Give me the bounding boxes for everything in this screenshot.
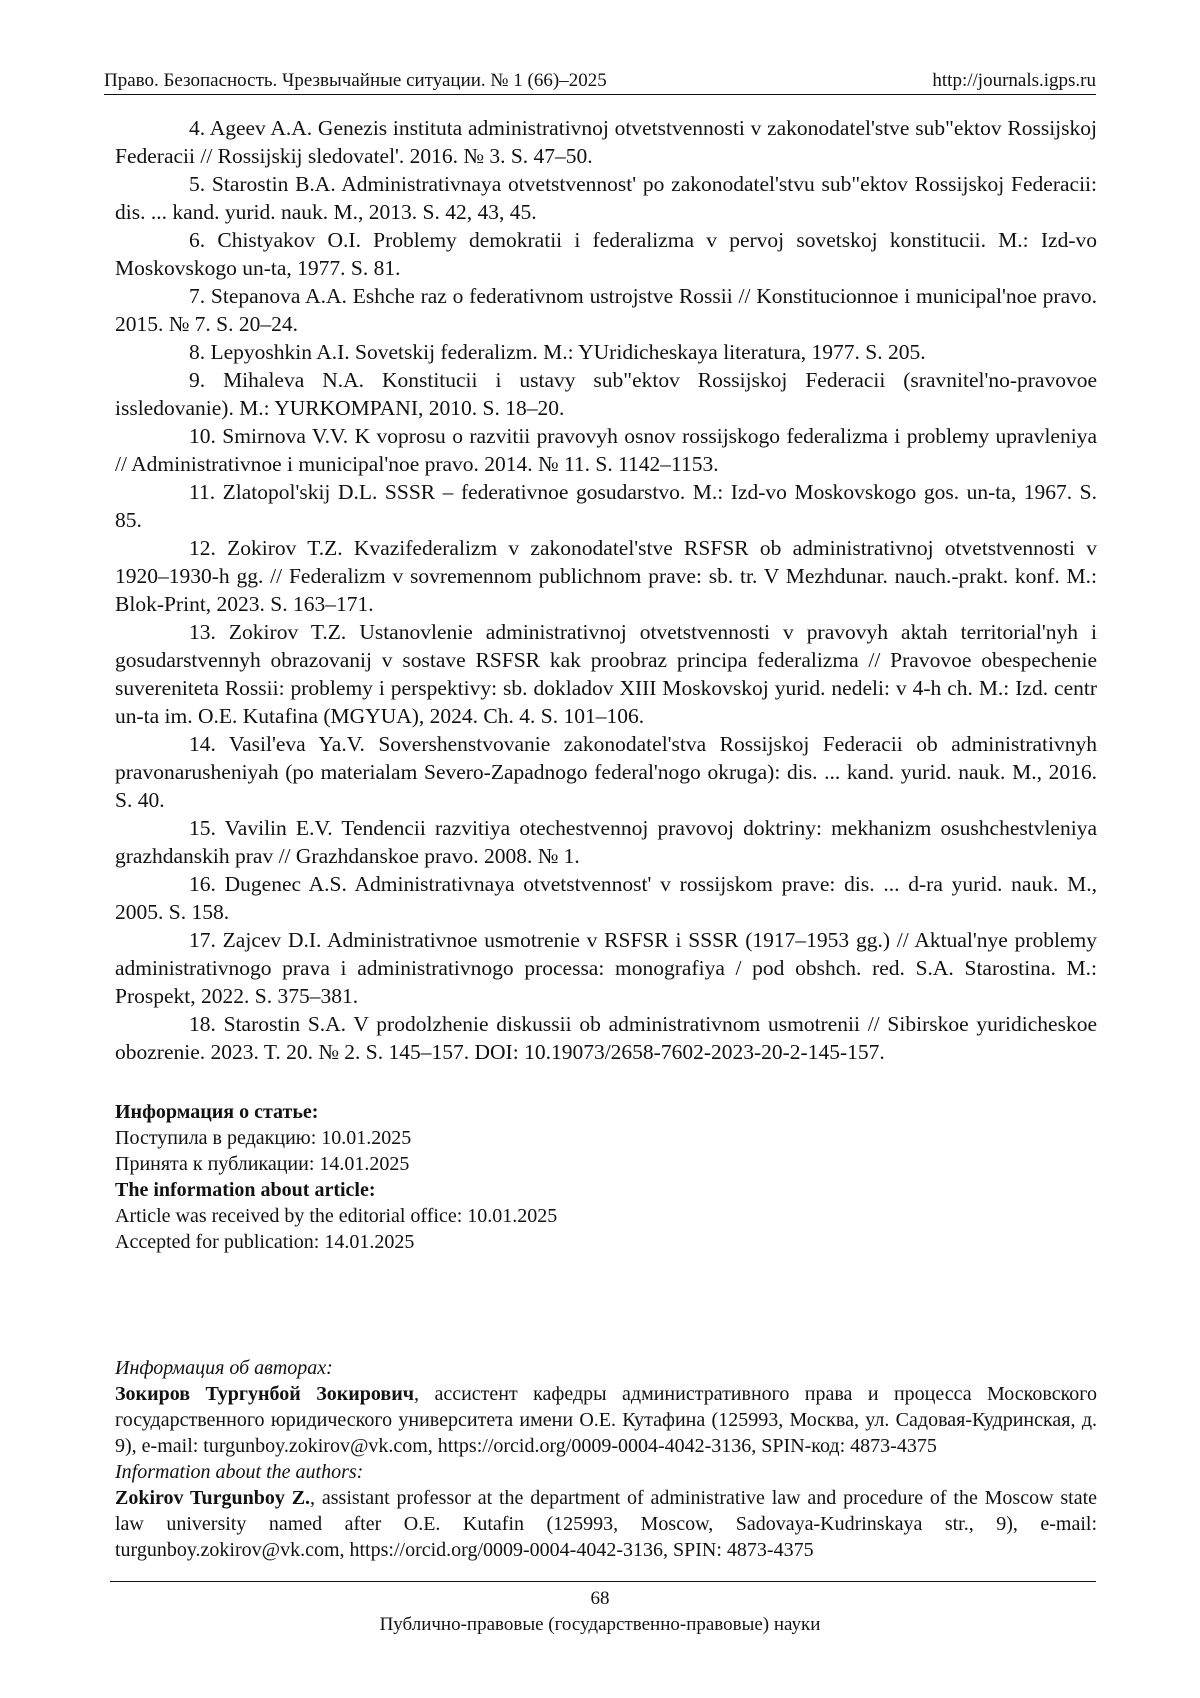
reference-item: 13. Zokirov T.Z. Ustanovlenie administrativnoj otvetstvennosti v pravovyh aktah territorial'nyh i gosudarstvennyh obrazovanij v sostave RSFSR kak proobraz principa federalizma // Pravovoe obespechenie suvereniteta Rossii: problemy i perspektivy: sb. dokladov XIII Moskovskoj yurid. nedeli: v 4-h ch. M.: Izd. centr un-ta im. O.E. Kutafina (MGYUA), 2024. Ch. 4. S. 101–106. — [115, 620, 1097, 728]
article-info — [115, 1099, 557, 1255]
author-name-ru: Зокиров Тургунбой Зокирович — [115, 1383, 415, 1405]
header-rule — [104, 94, 1096, 95]
accepted-date-ru: Принята к публикации: 14.01.2025 — [115, 1153, 410, 1175]
page-number: 68 — [590, 1588, 610, 1609]
author-details-ru: , ассистент кафедры административного права и процесса Московского государственного юридического университета имени О.Е. Кутафина (125993, Москва, ул. Садовая-Кудринская, д. 9), e-mail: turgunboy.zokirov@vk.com, https://orcid.org/0009-0004-4042-3136, SPIN-код: 4873-4375 — [115, 1383, 1097, 1457]
author-heading-ru: Информация об авторах: — [115, 1357, 333, 1379]
reference-item: 7. Stepanova A.A. Eshche raz o federativnom ustrojstve Rossii // Konstitucionnoe i municipal'noe pravo. 2015. № 7. S. 20–24. — [115, 284, 1097, 336]
reference-item: 16. Dugenec A.S. Administrativnaya otvetstvennost' v rossijskom prave: dis. ... d-ra yurid. nauk. M., 2005. S. 158. — [115, 872, 1097, 924]
article-info-heading-ru: Информация о статье: — [115, 1101, 319, 1123]
author-heading-en: Information about the authors: — [115, 1461, 364, 1483]
reference-item: 6. Chistyakov O.I. Problemy demokratii i federalizma v pervoj sovetskoj konstitucii. M.: Izd-vo Moskovskogo un-ta, 1977. S. 81. — [115, 228, 1097, 280]
reference-item: 15. Vavilin E.V. Tendencii razvitiya otechestvennoj pravovoj doktriny: mekhanizm osushchestvleniya grazhdanskih prav // Grazhdanskoe pravo. 2008. № 1. — [115, 816, 1097, 868]
reference-item: 18. Starostin S.A. V prodolzhenie diskussii ob administrativnom usmotrenii // Sibirskoe yuridicheskoe obozrenie. 2023. T. 20. № 2. S. 145–157. DOI: 10.19073/2658-7602-2023-20-2-145-157. — [115, 1012, 1097, 1064]
reference-item: 5. Starostin B.A. Administrativnaya otvetstvennost' po zakonodatel'stvu sub"ektov Rossijskoj Federacii: dis. ... kand. yurid. nauk. M., 2013. S. 42, 43, 45. — [115, 172, 1097, 224]
author-entry-ru — [115, 1381, 1097, 1459]
received-date-ru: Поступила в редакцию: 10.01.2025 — [115, 1127, 412, 1149]
author-name-en: Zokirov Turgunboy Z. — [115, 1487, 311, 1509]
accepted-date-en: Accepted for publication: 14.01.2025 — [115, 1231, 415, 1253]
reference-item: 10. Smirnova V.V. K voprosu o razvitii pravovyh osnov rossijskogo federalizma i problemy upravleniya // Administrativnoe i municipal'noe pravo. 2014. № 11. S. 1142–1153. — [115, 424, 1097, 476]
reference-item: 9. Mihaleva N.A. Konstitucii i ustavy sub"ektov Rossijskoj Federacii (sravnitel'no-pravovoe issledovanie). M.: YURKOMPANI, 2010. S. 18–20. — [115, 368, 1097, 420]
article-info-heading-en: The information about article: — [115, 1179, 376, 1201]
section-title: Публично-правовые (государственно-правовые) науки — [379, 1614, 821, 1635]
reference-list — [115, 114, 1097, 1066]
reference-item: 14. Vasil'eva Ya.V. Sovershenstvovanie zakonodatel'stva Rossijskoj Federacii ob administrativnyh pravonarusheniyah (po materialam Severo-Zapadnogo federal'nogo okruga): dis. ... kand. yurid. nauk. M., 2016. S. 40. — [115, 732, 1097, 812]
journal-title: Право. Безопасность. Чрезвычайные ситуации. № 1 (66)–2025 — [104, 70, 607, 91]
reference-item: 17. Zajcev D.I. Administrativnoe usmotrenie v RSFSR i SSSR (1917–1953 gg.) // Aktual'nye problemy administrativnogo prava i administrativnogo processa: monografiya / pod obshch. red. S.A. Starostina. M.: Prospekt, 2022. S. 375–381. — [115, 928, 1097, 1008]
author-details-en: , assistant professor at the department of administrative law and procedure of the Moscow state law university named after O.E. Kutafin (125993, Moscow, Sadovaya-Kudrinskaya str., 9), e-mail: turgunboy.zokirov@vk.com, https://orcid.org/0009-0004-4042-3136, SPIN: 4873-4375 — [115, 1487, 1098, 1561]
reference-item: 12. Zokirov T.Z. Kvazifederalizm v zakonodatel'stve RSFSR ob administrativnoj otvetstvennosti v 1920–1930-h gg. // Federalizm v sovremennom publichnom prave: sb. tr. V Mezhdunar. nauch.-prakt. konf. M.: Blok-Print, 2023. S. 163–171. — [115, 536, 1097, 616]
running-head — [104, 70, 1096, 92]
received-date-en: Article was received by the editorial office: 10.01.2025 — [115, 1205, 558, 1227]
reference-item: 4. Ageev A.A. Genezis instituta administrativnoj otvetstvennosti v zakonodatel'stve sub"ektov Rossijskoj Federacii // Rossijskij sledovatel'. 2016. № 3. S. 47–50. — [115, 116, 1097, 168]
reference-item: 8. Lepyoshkin A.I. Sovetskij federalizm. M.: YUridicheskaya literatura, 1977. S. 205. — [189, 340, 926, 364]
author-info — [115, 1355, 1097, 1563]
author-entry-en — [115, 1485, 1097, 1563]
reference-item: 11. Zlatopol'skij D.L. SSSR – federativnoe gosudarstvo. M.: Izd-vo Moskovskogo gos. un-ta, 1967. S. 85. — [115, 480, 1097, 532]
footer-rule — [110, 1581, 1096, 1582]
journal-url[interactable]: http://journals.igps.ru — [932, 70, 1096, 91]
